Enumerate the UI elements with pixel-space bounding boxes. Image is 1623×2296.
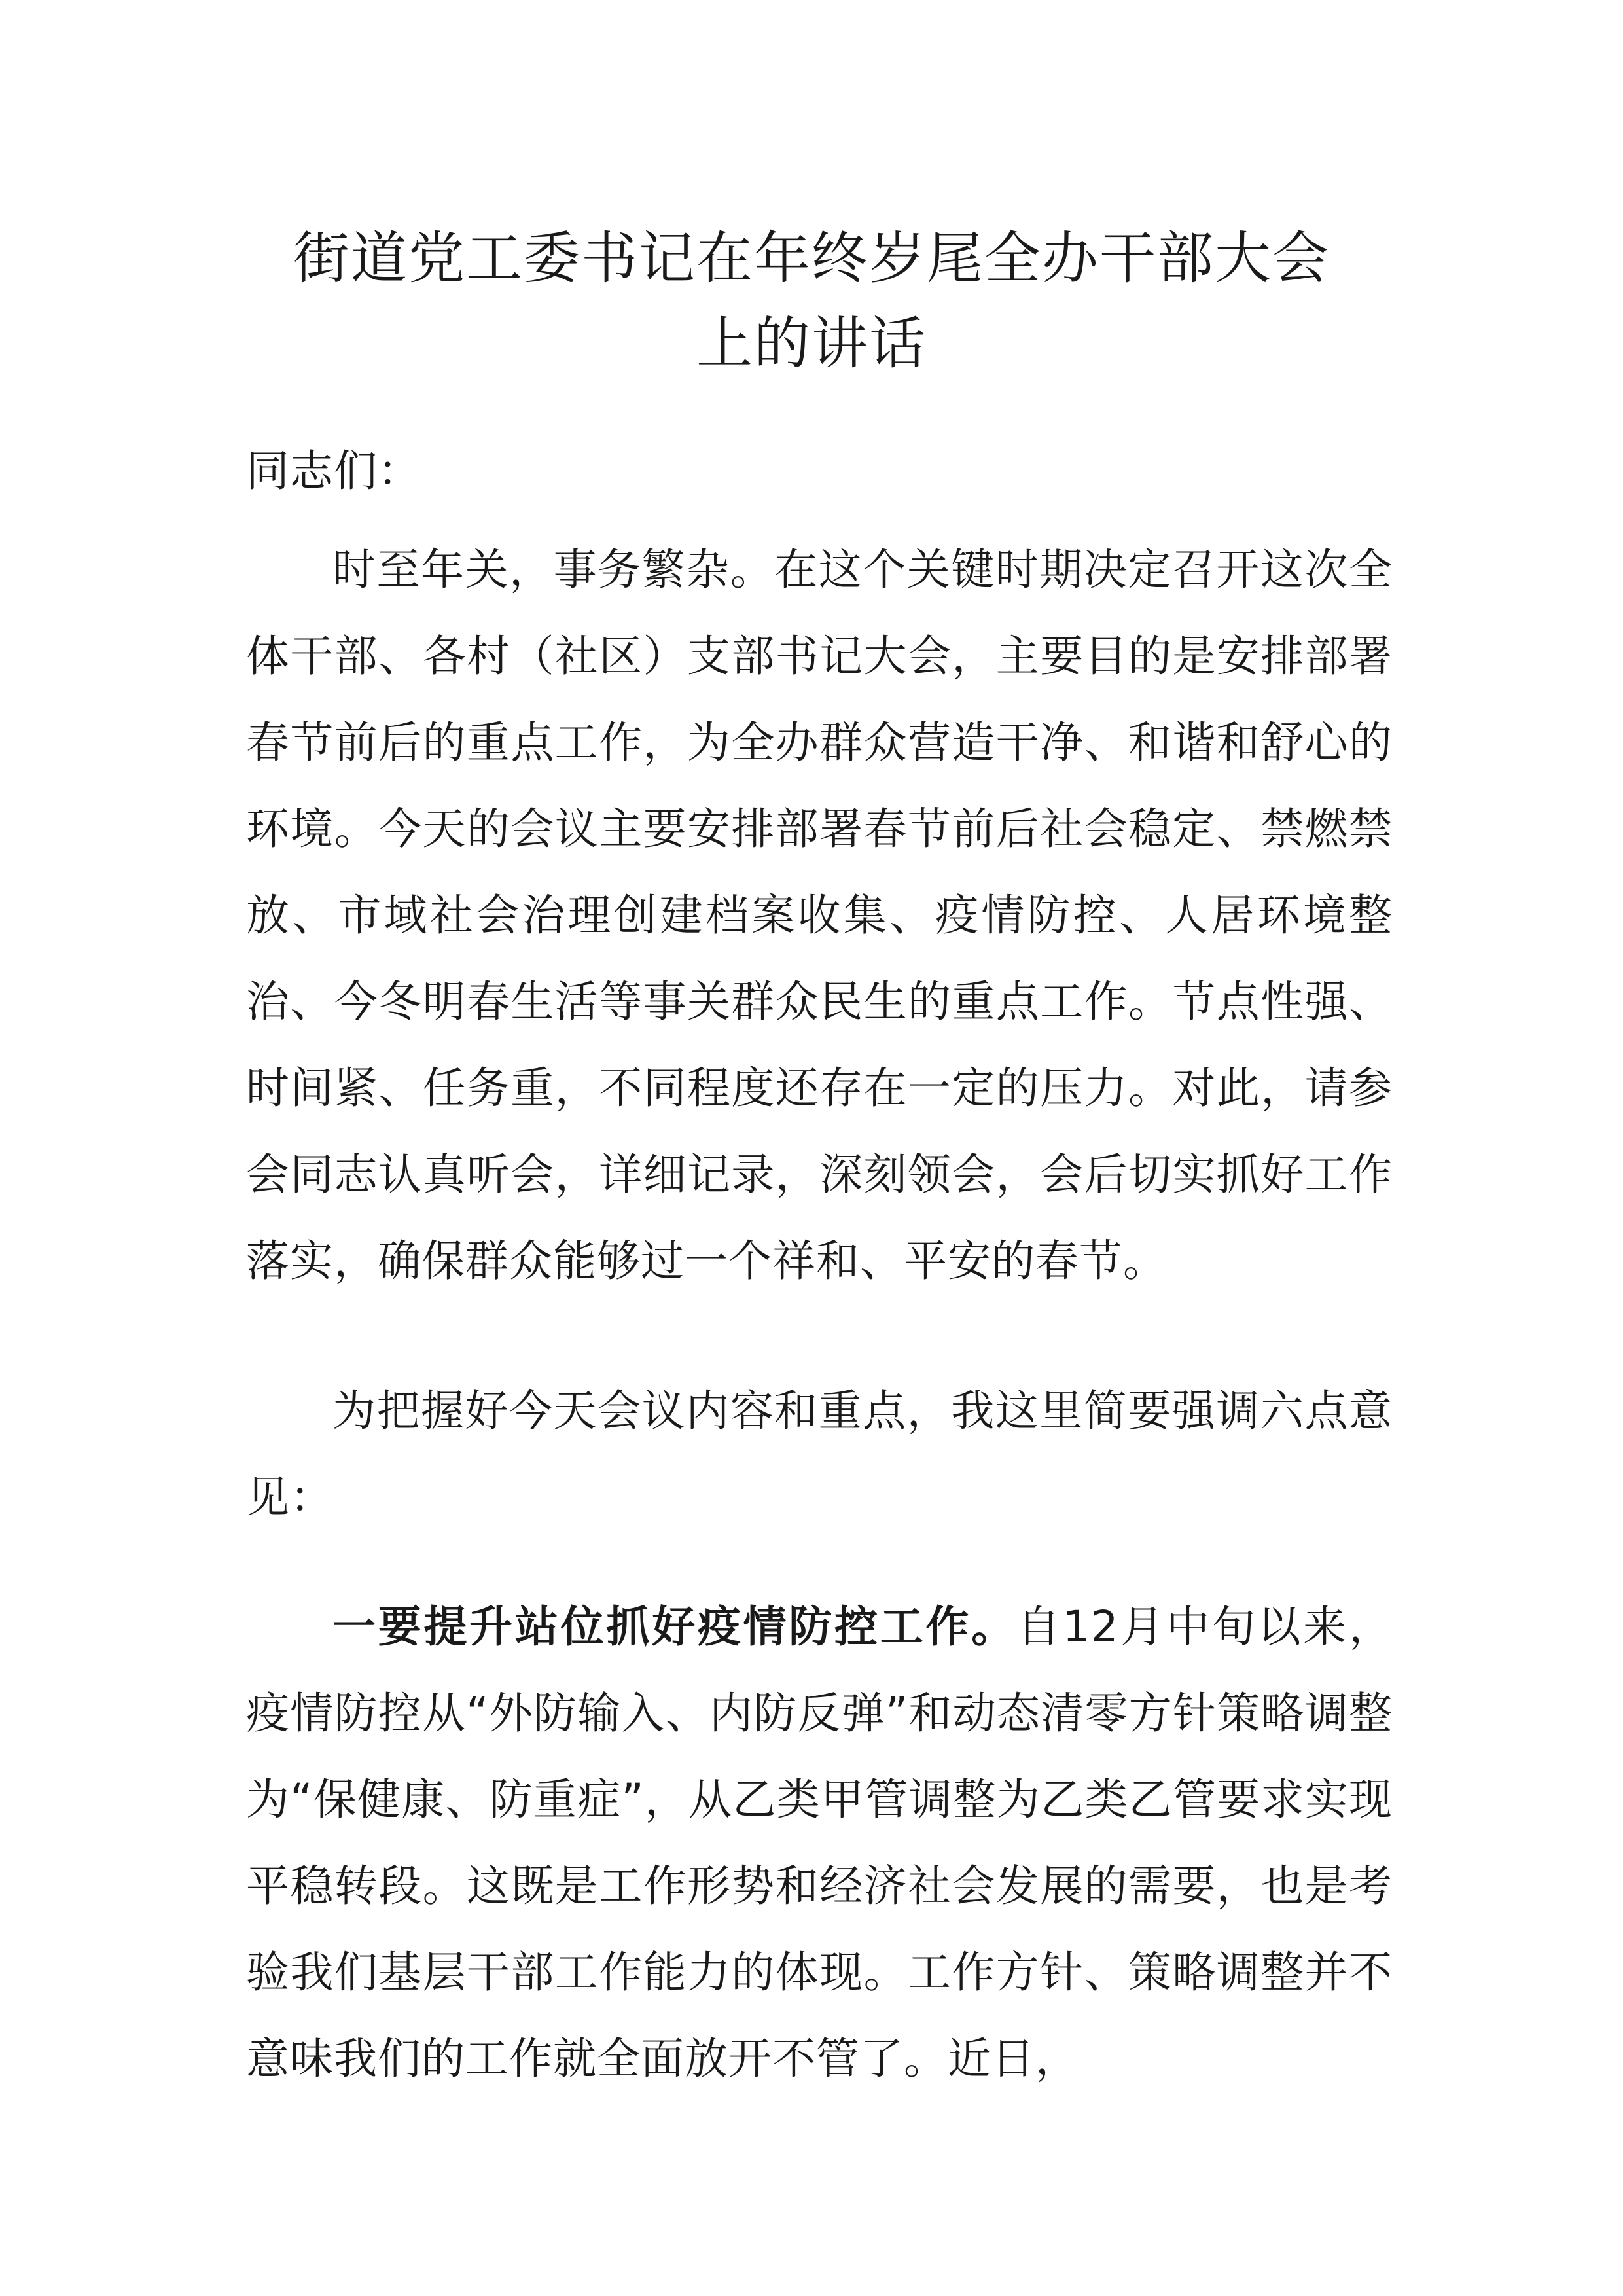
title-line-2: 上的讲话 xyxy=(696,311,927,376)
paragraph-opinions: 为把握好今天会议内容和重点，我这里简要强调六点意见： xyxy=(246,1386,1393,1522)
paragraph-intro: 时至年关，事务繁杂。在这个关键时期决定召开这次全体干部、各村（社区）支部书记大会，主要目的是安排部署春节前后的重点工作，为全办群众营造干净、和谐和舒心的环境。今天的会议主要安排部署春节前后社会稳定、禁燃禁放、市域社会治理创建档案收集、疫情防控、人居环境整治、今冬明春生活等事关群众民生的重点工作。节点性强、时间紧、任务重，不同程度还存在一定的压力。对此，请参会同志认真听会，详细记录，深刻领会，会后切实抓好工作落实，确保群众能够过一个祥和、平安的春节。 xyxy=(246,545,1393,1286)
paragraph-epidemic xyxy=(246,1584,1393,2102)
title-line-1: 街道党工委书记在年终岁尾全办干部大会 xyxy=(293,226,1330,291)
paragraph-lead-heading: 一要提升站位抓好疫情防控工作。 xyxy=(332,1602,1017,1652)
salutation: 同志们： xyxy=(246,446,421,496)
document-title xyxy=(249,216,1374,386)
paragraph-epidemic-body: 自12月中旬以来，疫情防控从“外防输入、内防反弹”和动态清零方针策略调整为“保健康、防重症”，从乙类甲管调整为乙类乙管要求实现平稳转段。这既是工作形势和经济社会发展的需要，也是考验我们基层干部工作能力的体现。工作方针、策略调整并不意味我们的工作就全面放开不管了。近日， xyxy=(246,1602,1393,2084)
